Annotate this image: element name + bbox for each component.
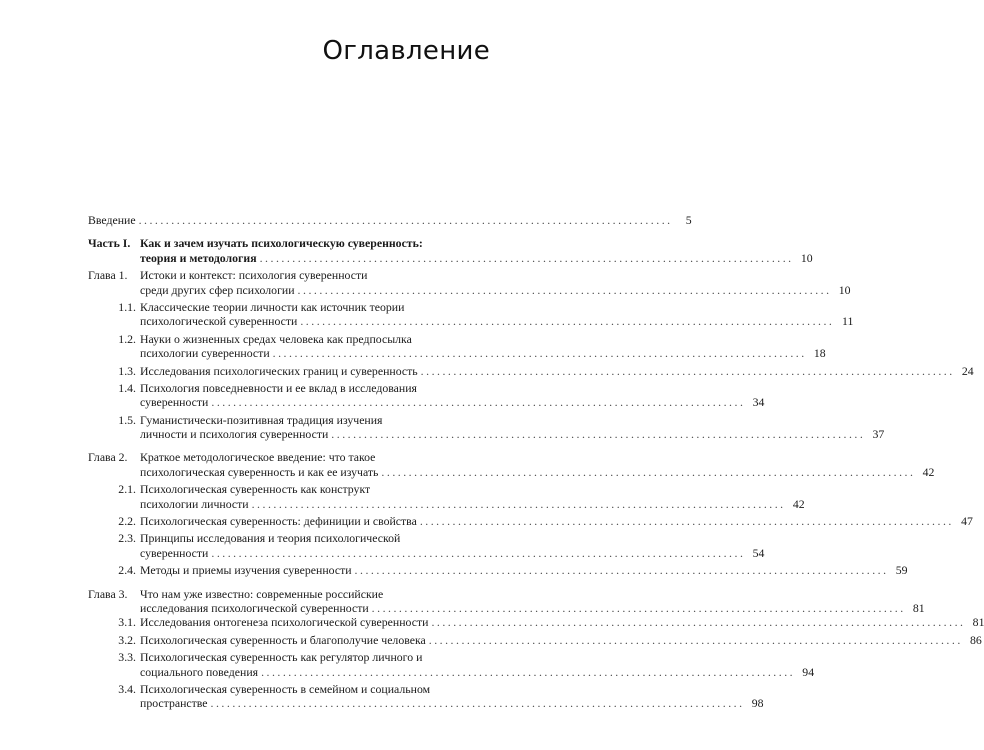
toc-entry-section-2-4[interactable] bbox=[88, 563, 908, 578]
section-number: 2.4. bbox=[118, 563, 136, 578]
page-title: Оглавление bbox=[322, 36, 490, 66]
toc-entry-section-1-4[interactable] bbox=[88, 381, 484, 395]
page-number: 37 bbox=[872, 427, 885, 442]
page-number: 24 bbox=[961, 363, 974, 378]
entry-text: Классические теории личности как источник теории bbox=[140, 299, 405, 314]
entry-text: психологической суверенности bbox=[140, 314, 298, 329]
page-number: 42 bbox=[922, 464, 935, 479]
page-number: 34 bbox=[752, 395, 765, 410]
entry-text: психологии суверенности bbox=[140, 346, 270, 361]
section-number: 2.2. bbox=[118, 514, 136, 529]
part-label: Часть I. bbox=[88, 236, 131, 251]
entry-text: Психологическая суверенность как регулятор личного и bbox=[140, 650, 423, 665]
section-number: 3.4. bbox=[118, 681, 136, 696]
toc-entry-section-3-4-cont[interactable] bbox=[88, 696, 764, 711]
page-number: 86 bbox=[969, 632, 982, 647]
entry-text: Истоки и контекст: психология суверенности bbox=[140, 268, 368, 283]
page-number: 42 bbox=[792, 496, 805, 511]
entry-text: Психологическая суверенность как конструкт bbox=[140, 482, 371, 497]
section-number: 2.3. bbox=[118, 531, 136, 546]
entry-text: среди других сфер психологии bbox=[140, 282, 295, 297]
section-number: 3.1. bbox=[118, 615, 136, 630]
toc-entry-intro[interactable] bbox=[88, 213, 692, 227]
dot-leader: .................................................................................................. bbox=[297, 282, 832, 297]
entry-text: пространстве bbox=[140, 696, 208, 711]
toc-entry-section-2-1[interactable] bbox=[88, 482, 484, 496]
toc-entry-section-1-2-cont[interactable] bbox=[88, 346, 826, 361]
section-number: 1.4. bbox=[118, 380, 136, 395]
dot-leader: .................................................................................................. bbox=[211, 395, 746, 410]
entry-text: суверенности bbox=[140, 395, 209, 410]
entry-text: Введение bbox=[88, 213, 136, 227]
toc-entry-section-1-5[interactable] bbox=[88, 413, 484, 427]
section-number: 1.2. bbox=[118, 331, 136, 346]
toc-entry-chapter-2[interactable] bbox=[88, 450, 484, 464]
toc-entry-section-1-3[interactable] bbox=[88, 363, 974, 378]
toc-entry-section-2-3-cont[interactable] bbox=[88, 545, 765, 560]
toc-entry-chapter-2-cont[interactable] bbox=[88, 464, 935, 479]
dot-leader: .................................................................................................. bbox=[210, 696, 745, 711]
section-number: 3.2. bbox=[118, 632, 136, 647]
page-number: 10 bbox=[800, 250, 813, 265]
entry-text: Психология повседневности и ее вклад в исследования bbox=[140, 380, 417, 395]
page-number: 59 bbox=[895, 563, 908, 578]
entry-text: Исследования онтогенеза психологической суверенности bbox=[140, 615, 429, 630]
toc-entry-section-3-4[interactable] bbox=[88, 682, 484, 696]
toc-entry-section-3-3[interactable] bbox=[88, 650, 484, 664]
entry-text: Психологическая суверенность в семейном и социальном bbox=[140, 681, 431, 696]
entry-text: теория и методология bbox=[140, 250, 257, 265]
page-number: 81 bbox=[912, 600, 925, 615]
entry-text: Краткое методологическое введение: что такое bbox=[140, 450, 376, 465]
page-number: 47 bbox=[961, 514, 973, 529]
dot-leader: .................................................................................................. bbox=[251, 496, 786, 511]
dot-leader: .................................................................................................. bbox=[272, 346, 807, 361]
dot-leader: .................................................................................................. bbox=[300, 314, 835, 329]
toc-entry-section-2-3[interactable] bbox=[88, 531, 484, 545]
section-number: 2.1. bbox=[118, 482, 136, 497]
dot-leader: .................................................................................................. bbox=[431, 615, 966, 630]
toc-entry-chapter-1[interactable] bbox=[88, 268, 484, 282]
page-number: 81 bbox=[972, 615, 984, 630]
table-of-contents bbox=[88, 213, 984, 711]
toc-entry-section-1-2[interactable] bbox=[88, 332, 484, 346]
entry-text: Как и зачем изучать психологическую суверенность: bbox=[140, 236, 423, 251]
page-number: 10 bbox=[838, 282, 851, 297]
toc-entry-section-3-3-cont[interactable] bbox=[88, 664, 815, 679]
entry-text: психологическая суверенность и как ее изучать bbox=[140, 464, 379, 479]
dot-leader: .................................................................................................. bbox=[354, 563, 889, 578]
entry-text: социального поведения bbox=[140, 664, 259, 679]
entry-text: психологии личности bbox=[140, 496, 249, 511]
chapter-label: Глава 3. bbox=[88, 586, 128, 601]
page-number: 94 bbox=[802, 664, 815, 679]
entry-text: Науки о жизненных средах человека как предпосылка bbox=[140, 331, 412, 346]
toc-entry-part-1[interactable] bbox=[88, 236, 484, 250]
entry-text: Гуманистически-позитивная традиция изучения bbox=[140, 412, 383, 427]
toc-entry-section-1-4-cont[interactable] bbox=[88, 395, 765, 410]
page-number: 98 bbox=[751, 696, 764, 711]
toc-entry-chapter-3[interactable] bbox=[88, 587, 484, 601]
page-number: 5 bbox=[685, 213, 692, 227]
section-number: 1.5. bbox=[118, 412, 136, 427]
toc-entry-section-3-2[interactable] bbox=[88, 632, 982, 647]
entry-text: личности и психология суверенности bbox=[140, 427, 329, 442]
dot-leader: .................................................................................................. bbox=[331, 427, 866, 442]
toc-entry-section-1-1[interactable] bbox=[88, 300, 484, 314]
toc-entry-chapter-3-cont[interactable] bbox=[88, 600, 925, 615]
dot-leader: .................................................................................................. bbox=[381, 464, 916, 479]
dot-leader: .................................................................................................. bbox=[138, 213, 673, 227]
page-number: 54 bbox=[752, 545, 765, 560]
toc-entry-section-3-1[interactable] bbox=[88, 615, 984, 630]
dot-leader: .................................................................................................. bbox=[259, 250, 794, 265]
entry-text: Психологическая суверенность: дефиниции и свойства bbox=[140, 514, 417, 529]
toc-entry-part-1-cont[interactable] bbox=[88, 250, 813, 265]
toc-entry-section-1-5-cont[interactable] bbox=[88, 427, 885, 442]
entry-text: Принципы исследования и теория психологической bbox=[140, 531, 401, 546]
dot-leader: .................................................................................................. bbox=[261, 664, 796, 679]
section-number: 3.3. bbox=[118, 650, 136, 665]
toc-entry-section-2-2[interactable] bbox=[88, 514, 973, 529]
dot-leader: .................................................................................................. bbox=[419, 514, 954, 529]
chapter-label: Глава 2. bbox=[88, 450, 128, 465]
section-number: 1.1. bbox=[118, 299, 136, 314]
toc-entry-section-1-1-cont[interactable] bbox=[88, 314, 854, 329]
page-number: 18 bbox=[813, 346, 826, 361]
entry-text: Психологическая суверенность и благополучие человека bbox=[140, 632, 426, 647]
chapter-label: Глава 1. bbox=[88, 268, 128, 283]
toc-entry-chapter-1-cont[interactable] bbox=[88, 282, 851, 297]
entry-text: исследования психологической суверенности bbox=[140, 600, 369, 615]
entry-text: Исследования психологических границ и суверенность bbox=[140, 363, 418, 378]
dot-leader: .................................................................................................. bbox=[420, 363, 955, 378]
entry-text: Методы и приемы изучения суверенности bbox=[140, 563, 352, 578]
page-number: 11 bbox=[842, 314, 854, 329]
dot-leader: .................................................................................................. bbox=[428, 632, 963, 647]
section-number: 1.3. bbox=[118, 363, 136, 378]
dot-leader: .................................................................................................. bbox=[371, 600, 906, 615]
toc-entry-section-2-1-cont[interactable] bbox=[88, 496, 805, 511]
entry-text: Что нам уже известно: современные российские bbox=[140, 586, 384, 601]
entry-text: суверенности bbox=[140, 545, 209, 560]
dot-leader: .................................................................................................. bbox=[211, 545, 746, 560]
